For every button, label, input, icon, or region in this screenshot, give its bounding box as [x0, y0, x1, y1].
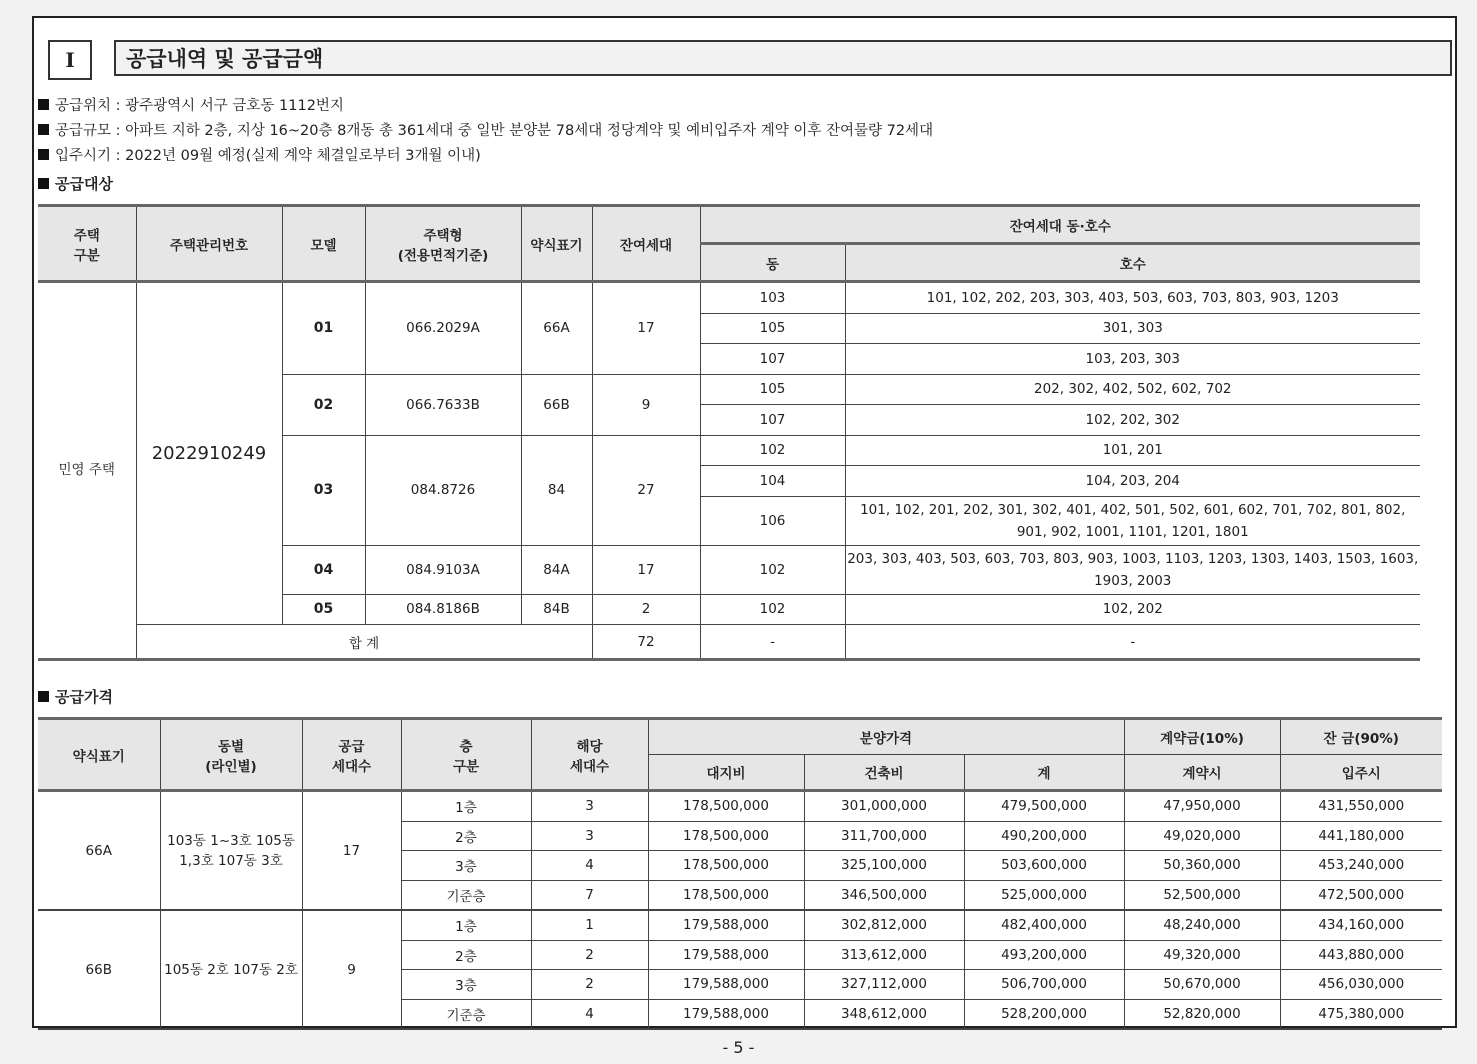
- abbr-cell: 66A: [521, 282, 592, 375]
- header-abbr: 약식표기: [38, 719, 160, 791]
- sum-cell: 493,200,000: [964, 940, 1124, 970]
- ho-cell: 103, 203, 303: [845, 344, 1420, 375]
- info-line: 공급위치 : 광주광역시 서구 금호동 1112번지: [38, 94, 933, 119]
- sum-cell: 503,600,000: [964, 851, 1124, 881]
- balance-cell: 431,550,000: [1280, 791, 1442, 822]
- header-dong-ho: 잔여세대 동·호수: [700, 206, 1420, 244]
- header-balance-when: 입주시: [1280, 755, 1442, 791]
- bullet-square-icon: [38, 99, 49, 110]
- building-cell: 327,112,000: [804, 970, 964, 1000]
- deposit-cell: 48,240,000: [1124, 910, 1280, 940]
- n-cell: 1: [531, 910, 648, 940]
- dong-line-cell: 105동 2호 107동 2호: [160, 910, 302, 1029]
- dong-cell: 105: [700, 374, 845, 405]
- deposit-cell: 50,670,000: [1124, 970, 1280, 1000]
- bullet-square-icon: [38, 691, 49, 702]
- building-cell: 346,500,000: [804, 880, 964, 910]
- land-cell: 178,500,000: [648, 880, 804, 910]
- remaining-cell: 17: [592, 545, 700, 594]
- n-cell: 2: [531, 970, 648, 1000]
- dong-line-cell: 103동 1~3호 105동 1,3호 107동 3호: [160, 791, 302, 911]
- sum-cell: 525,000,000: [964, 880, 1124, 910]
- dong-cell: 102: [700, 594, 845, 625]
- n-cell: 2: [531, 940, 648, 970]
- dong-cell: 106: [700, 496, 845, 545]
- page-number: - 5 -: [722, 1038, 755, 1057]
- balance-cell: 456,030,000: [1280, 970, 1442, 1000]
- section-number: I: [48, 40, 92, 80]
- model-cell: 03: [282, 435, 365, 545]
- house-type-cell: 084.9103A: [365, 545, 521, 594]
- dong-cell: 102: [700, 435, 845, 466]
- supply-target-table: [38, 204, 1420, 661]
- land-cell: 179,588,000: [648, 970, 804, 1000]
- header-sale-price: 분양가격: [648, 719, 1124, 755]
- supply-price-table: [38, 717, 1442, 1030]
- land-cell: 179,588,000: [648, 910, 804, 940]
- header-model: 모델: [282, 206, 365, 282]
- header-deposit-when: 계약시: [1124, 755, 1280, 791]
- header-abbr: 약식표기: [521, 206, 592, 282]
- remaining-cell: 17: [592, 282, 700, 375]
- n-cell: 3: [531, 791, 648, 822]
- header-land: 대지비: [648, 755, 804, 791]
- abbr-cell: 84: [521, 435, 592, 545]
- land-cell: 179,588,000: [648, 940, 804, 970]
- remaining-cell: 9: [592, 374, 700, 435]
- ho-cell: 104, 203, 204: [845, 466, 1420, 497]
- table-row: [38, 791, 1442, 822]
- house-type-cell: 066.7633B: [365, 374, 521, 435]
- building-cell: 348,612,000: [804, 999, 964, 1029]
- header-units: 공급 세대수: [302, 719, 401, 791]
- abbr-cell: 66A: [38, 791, 160, 911]
- n-cell: 3: [531, 821, 648, 851]
- ho-cell: 102, 202: [845, 594, 1420, 625]
- deposit-cell: 49,320,000: [1124, 940, 1280, 970]
- dong-cell: 102: [700, 545, 845, 594]
- floor-cell: 2층: [401, 940, 531, 970]
- dong-cell: 107: [700, 405, 845, 436]
- sum-cell: 479,500,000: [964, 791, 1124, 822]
- land-cell: 178,500,000: [648, 821, 804, 851]
- model-cell: 01: [282, 282, 365, 375]
- floor-cell: 3층: [401, 970, 531, 1000]
- n-cell: 4: [531, 851, 648, 881]
- land-cell: 178,500,000: [648, 791, 804, 822]
- remaining-cell: 27: [592, 435, 700, 545]
- house-type-cell: 084.8186B: [365, 594, 521, 625]
- section-title: 공급내역 및 공급금액: [114, 40, 1452, 76]
- balance-cell: 441,180,000: [1280, 821, 1442, 851]
- header-house-type: 주택형 (전용면적기준): [365, 206, 521, 282]
- header-building: 건축비: [804, 755, 964, 791]
- document-page: [32, 16, 1457, 1028]
- house-type-cell: 084.8726: [365, 435, 521, 545]
- building-cell: 313,612,000: [804, 940, 964, 970]
- balance-cell: 472,500,000: [1280, 880, 1442, 910]
- dong-cell: 103: [700, 282, 845, 314]
- model-cell: 04: [282, 545, 365, 594]
- model-cell: 05: [282, 594, 365, 625]
- balance-cell: 475,380,000: [1280, 999, 1442, 1029]
- table-row: [38, 282, 1420, 314]
- header-dong: 동: [700, 244, 845, 282]
- sum-cell: 482,400,000: [964, 910, 1124, 940]
- balance-cell: 453,240,000: [1280, 851, 1442, 881]
- land-cell: 179,588,000: [648, 999, 804, 1029]
- housing-type-cell: 민영 주택: [38, 282, 136, 660]
- sum-cell: 528,200,000: [964, 999, 1124, 1029]
- header-sum: 계: [964, 755, 1124, 791]
- header-housing-type: 주택 구분: [38, 206, 136, 282]
- floor-cell: 기준층: [401, 999, 531, 1029]
- deposit-cell: 49,020,000: [1124, 821, 1280, 851]
- total-remaining-cell: 72: [592, 625, 700, 660]
- header-floor-units: 해당 세대수: [531, 719, 648, 791]
- balance-cell: 434,160,000: [1280, 910, 1442, 940]
- info-line: 입주시기 : 2022년 09월 예정(실제 계약 체결일로부터 3개월 이내): [38, 144, 933, 169]
- info-line: 공급규모 : 아파트 지하 2층, 지상 16~20층 8개동 총 361세대 중 일반 분양분 78세대 정당계약 및 예비입주자 계약 이후 잔여물량 72세대: [38, 119, 933, 144]
- dong-cell: 104: [700, 466, 845, 497]
- bullet-square-icon: [38, 178, 49, 189]
- deposit-cell: 52,820,000: [1124, 999, 1280, 1029]
- building-cell: 302,812,000: [804, 910, 964, 940]
- remaining-cell: 2: [592, 594, 700, 625]
- header-deposit: 계약금(10%): [1124, 719, 1280, 755]
- ho-cell: 203, 303, 403, 503, 603, 703, 803, 903, 1003, 1103, 1203, 1303, 1403, 1503, 1603, 1903, 2003: [845, 545, 1420, 594]
- balance-cell: 443,880,000: [1280, 940, 1442, 970]
- deposit-cell: 47,950,000: [1124, 791, 1280, 822]
- info-list: [38, 94, 933, 169]
- model-cell: 02: [282, 374, 365, 435]
- dong-cell: 105: [700, 313, 845, 344]
- table-row: [38, 910, 1442, 940]
- abbr-cell: 84B: [521, 594, 592, 625]
- header-mgmt-no: 주택관리번호: [136, 206, 282, 282]
- ho-cell: 202, 302, 402, 502, 602, 702: [845, 374, 1420, 405]
- ho-cell: 101, 102, 201, 202, 301, 302, 401, 402, 501, 502, 601, 602, 701, 702, 801, 802, 901, 902, 1001, 1101, 1201, 1801: [845, 496, 1420, 545]
- total-dong-cell: -: [700, 625, 845, 660]
- units-cell: 9: [302, 910, 401, 1029]
- total-ho-cell: -: [845, 625, 1420, 660]
- mgmt-no-cell: 2022910249: [136, 282, 282, 625]
- sum-cell: 490,200,000: [964, 821, 1124, 851]
- abbr-cell: 84A: [521, 545, 592, 594]
- header-dong-line: 동별 (라인별): [160, 719, 302, 791]
- supply-price-heading: 공급가격: [38, 686, 113, 707]
- floor-cell: 기준층: [401, 880, 531, 910]
- total-label-cell: 합 계: [136, 625, 592, 660]
- supply-target-heading: 공급대상: [38, 173, 113, 194]
- ho-cell: 301, 303: [845, 313, 1420, 344]
- abbr-cell: 66B: [521, 374, 592, 435]
- deposit-cell: 52,500,000: [1124, 880, 1280, 910]
- units-cell: 17: [302, 791, 401, 911]
- n-cell: 4: [531, 999, 648, 1029]
- header-remaining: 잔여세대: [592, 206, 700, 282]
- ho-cell: 101, 102, 202, 203, 303, 403, 503, 603, 703, 803, 903, 1203: [845, 282, 1420, 314]
- floor-cell: 1층: [401, 910, 531, 940]
- header-ho: 호수: [845, 244, 1420, 282]
- header-balance: 잔 금(90%): [1280, 719, 1442, 755]
- building-cell: 301,000,000: [804, 791, 964, 822]
- land-cell: 178,500,000: [648, 851, 804, 881]
- house-type-cell: 066.2029A: [365, 282, 521, 375]
- abbr-cell: 66B: [38, 910, 160, 1029]
- floor-cell: 3층: [401, 851, 531, 881]
- building-cell: 311,700,000: [804, 821, 964, 851]
- total-row: [38, 625, 1420, 660]
- header-floor: 층 구분: [401, 719, 531, 791]
- floor-cell: 1층: [401, 791, 531, 822]
- sum-cell: 506,700,000: [964, 970, 1124, 1000]
- floor-cell: 2층: [401, 821, 531, 851]
- ho-cell: 102, 202, 302: [845, 405, 1420, 436]
- dong-cell: 107: [700, 344, 845, 375]
- n-cell: 7: [531, 880, 648, 910]
- bullet-square-icon: [38, 124, 49, 135]
- deposit-cell: 50,360,000: [1124, 851, 1280, 881]
- building-cell: 325,100,000: [804, 851, 964, 881]
- ho-cell: 101, 201: [845, 435, 1420, 466]
- bullet-square-icon: [38, 149, 49, 160]
